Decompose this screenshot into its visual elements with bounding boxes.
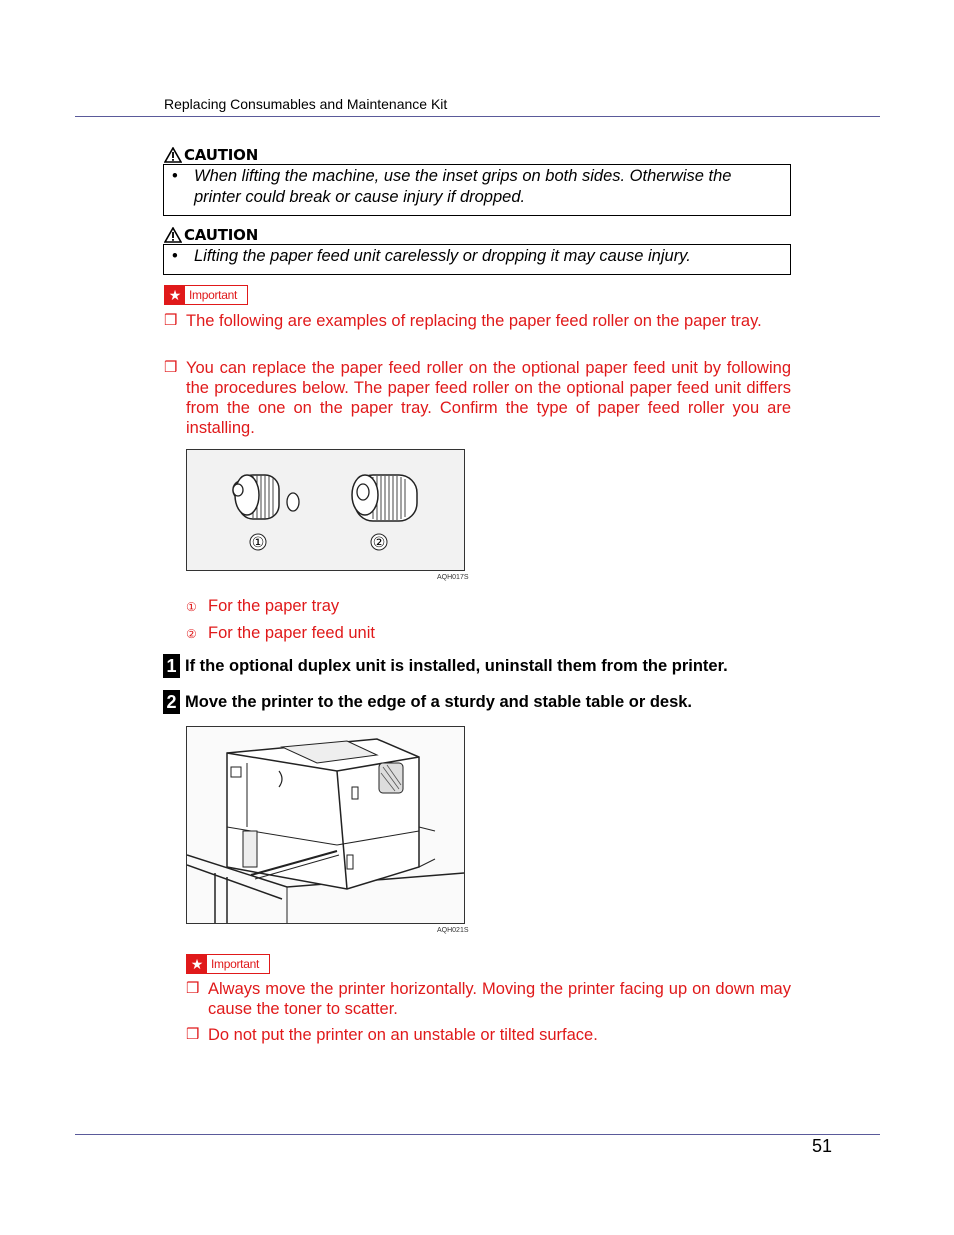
caution-label-text: CAUTION [184, 226, 259, 244]
warning-triangle-icon [164, 227, 182, 243]
important-label: Important [189, 288, 237, 302]
caution-label [164, 226, 258, 244]
star-icon: ★ [187, 955, 207, 973]
paper-tray-roller [233, 475, 299, 519]
checkbox-icon: ❒ [164, 359, 178, 376]
step-text: If the optional duplex unit is installed, uninstall them from the printer. [185, 656, 728, 675]
step-1 [163, 654, 728, 678]
roller-illustration [186, 449, 465, 571]
note-text: You can replace the paper feed roller on the optional paper feed unit by following the procedures below. The paper feed roller on the optional paper feed unit differs from the one on the paper tray. Confirm the type of paper feed roller you are installing. [186, 359, 791, 437]
bullet: • [172, 247, 178, 265]
footer-rule [75, 1134, 880, 1135]
caution-box [163, 244, 791, 275]
page-number: 51 [812, 1136, 833, 1156]
star-icon: ★ [165, 286, 185, 304]
callout-1: ① [251, 535, 265, 551]
caution-text: Lifting the paper feed unit carelessly or dropping it may cause injury. [194, 247, 691, 265]
legend-number: ② [186, 626, 197, 641]
caution-box [163, 164, 791, 216]
roller-drawing [187, 450, 464, 570]
header-rule [75, 116, 880, 117]
note-text: The following are examples of replacing the paper feed roller on the paper tray. [186, 312, 762, 330]
note-text: Do not put the printer on an unstable or tilted surface. [208, 1026, 598, 1044]
caution-label-text: CAUTION [184, 146, 259, 164]
important-badge [164, 285, 248, 305]
legend-number: ① [186, 599, 197, 614]
checkbox-icon: ❒ [186, 1026, 200, 1043]
legend-text: For the paper tray [208, 597, 340, 615]
caution-label [164, 146, 258, 164]
important-label: Important [211, 957, 259, 971]
running-header: Replacing Consumables and Maintenance Kit [164, 96, 448, 112]
bullet: • [172, 167, 178, 185]
legend-item [186, 624, 375, 643]
checkbox-icon: ❒ [186, 980, 200, 997]
important-note [164, 358, 791, 438]
callout-2: ② [372, 535, 386, 551]
printer-drawing [187, 727, 464, 923]
important-note [186, 979, 791, 1019]
important-note [164, 311, 791, 331]
figure-code: AQH017S [437, 574, 469, 581]
step-number: 2 [163, 690, 180, 714]
important-note [186, 1025, 791, 1045]
printer-illustration [186, 726, 465, 924]
legend-text: For the paper feed unit [208, 624, 375, 642]
step-text: Move the printer to the edge of a sturdy and stable table or desk. [185, 692, 693, 711]
caution-text: When lifting the machine, use the inset grips on both sides. Otherwise the printer could break or cause injury if dropped. [194, 167, 732, 206]
important-badge [186, 954, 270, 974]
step-2 [163, 690, 692, 714]
legend-item [186, 597, 339, 616]
step-number: 1 [163, 654, 180, 678]
checkbox-icon: ❒ [164, 312, 178, 329]
figure-code: AQH021S [437, 927, 469, 934]
note-text: Always move the printer horizontally. Moving the printer facing up on down may cause the toner to scatter. [208, 980, 791, 1018]
paper-feed-unit-roller [352, 475, 417, 521]
warning-triangle-icon [164, 147, 182, 163]
